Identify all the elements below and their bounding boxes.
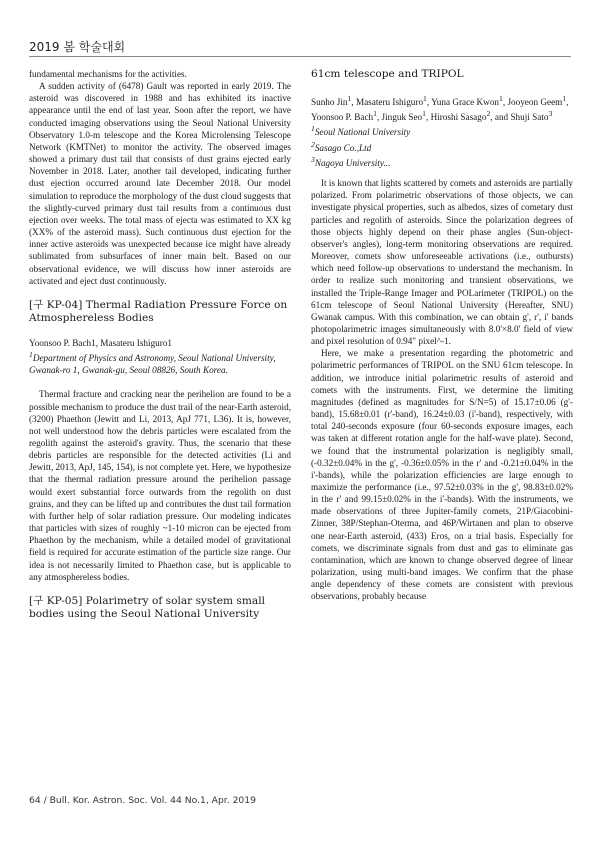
author-list: Yoonsoo P. Bach1, Masateru Ishiguro1	[29, 337, 173, 348]
paragraph: fundamental mechanisms for the activities.	[29, 69, 187, 79]
author-name: Shuji Sato	[510, 112, 549, 123]
affiliation: $^1$Department of Physics and Astronomy, Seoul National University, Gwanak-ro 1, Gwanak-gu, Seoul 08826, South Korea.	[29, 349, 276, 376]
author-name: Jinguk Seo	[381, 112, 423, 123]
abstract-title-kp05: [구 KP-05] Polarimetry of solar system small bodies using the Seoul National University	[29, 594, 265, 620]
abstract-body: Here, we make a presentation regarding the photometric and polarimetric performances of TRIPOL on the SNU 61cm telescope. In addition, we introduce initial polarimetric results of asteroid and comets with the instruments. First, we determine the limiting magnitudes (defined as magnitudes for S/N=5) of 15.17±0.06 (g'-band), 15.68±0.01 (r'-band), 16.24±0.03 (i'-band), respectively, with total 240-seconds exposure (four 60-seconds exposure images, each was taken at different rotation angle for the half-wave plate). Second, we found that the instrumental polarization is negligibly small, (-0.32±0.04% in the g', -0.36±0.05% in the r' and -0.21±0.04% in the i'-bands), while the polarization efficiencies are large enough to maximize the performance (i.e., 97.52±0.03% in the g', 98.83±0.02% in the r' and 99.15±0.02% in the i'-bands). With the instruments, we made observations of three Jupiter-family comets, 21P/Giacobini-Zinner, 38P/Stephan-Oterma, and 46P/Wirtanen and plan to observe one near-Earth asteroid, (433) Eros, on a trial basis. Especially for comets, we discriminate signals from dust and gas to eliminate gas contamination, which are known to change observed degree of linear polarization, using multi-band images. We confirm that the phase angle dependency of these comets are consistent with previous observations, probably because	[311, 348, 573, 602]
abstract-title-kp04: [구 KP-04] Thermal Radiation Pressure Force on Atmosphereless Bodies	[29, 298, 288, 324]
affiliation: $^1$Seoul National University	[311, 124, 411, 138]
author-affil-marker: 3	[548, 109, 553, 119]
author-affil-marker: 2	[486, 109, 491, 119]
author-name: Masateru Ishiguro	[355, 97, 424, 108]
author-name: Yoonsoo P. Bach	[311, 112, 374, 123]
affiliation: $^2$Sasago Co.,Ltd	[311, 139, 372, 153]
author-name: Hiroshi Sasago	[430, 112, 487, 123]
left-column	[29, 68, 291, 633]
abstract-body: Thermal fracture and cracking near the perihelion are found to be a possible mechanism to produce the dust trail of the near-Earth asteroid, (3200) Phaethon (Jewitt and Li, 2013, ApJ 771, L36). It is, however, not well understood how the debris particles were escalated from the regolith against the asteroid's gravity. Thus, the scenario that these debris particles are responsible for the detected activities (Li and Jewitt, 2013, ApJ, 145, 154), is not complete yet. Here, we hypothesize that the thermal radiation pressure around the perihelion passage would exert substantial force outwards from the regolith on dust grains, and they can be lifted up and contributes the dust tail formation with further help of solar radiation pressure. Our modeling indicates that particles with sizes of roughly ~1-10 micron can be ejected from Phaethon by the mechanism, while a detailed model of gravitational field is required for accurate estimation of the particle size range. Our idea is not necessarily limited to Phaethon case, but is applicable to any atmosphereless bodies.	[29, 389, 291, 582]
author-list: Sunho Jin$^1$, Masateru Ishiguro$^1$, Yuna Grace Kwon$^1$, Jooyeon Geem$^1$, Yoonsoo P. Bach$^1$, Jinguk Seo$^1$, Hiroshi Sasago$^2$, and Shuji Sato$^3$	[311, 94, 569, 123]
right-column	[311, 68, 573, 603]
author-affil-marker: 1	[499, 94, 503, 103]
author-affil-marker: 1	[562, 94, 567, 103]
paragraph: A sudden activity of (6478) Gault was reported in early 2019. The asteroid was discovered in 1988 and has exhibited its inactive appearance until the end of last year. Soon after the report, we have conducted imaging observations using the Seoul National University Observatory 1.0-m telescope and the Korea Microlensing Telescope Network (KMTNet) to monitor the activity. The observed images showed a primary dust tail that consists of dust grains ejected early November in 2018. Later, another tail developed, indicating further dust ejection occurred around late December 2018. Our model simulation to reproduce the morphology of the dust cloud suggests that the slightly-curved primary dust tail results from a continuous dust ejection over weeks. The total mass of ejecta was estimated to XX kg (XX% of the asteroid mass). Such continuous dust ejection for the inner active asteroids was unexpected because ice might have already sublimated from subsurfaces of inner main belt. Based on our observational evidence, we will discuss how inner asteroids are activated and eject dust continuously.	[29, 81, 291, 286]
running-header: 2019 봄 학술대회	[29, 40, 126, 54]
abstract-title-kp05-continued: 61cm telescope and TRIPOL	[311, 68, 464, 80]
author-affil-marker: 1	[422, 109, 426, 119]
abstract-body: It is known that lights scattered by comets and asteroids are partially polarized. From polarimetric observations of those objects, we can investigate physical properties, such as albedos, sizes of cometary dust particles and regolith of asteroids. Since the polarization degrees of those objects highly depend on their phase angles (Sun-object-observer's angles), long-term monitoring observations are required. Moreover, comets show unforeseeable activations (i.e., outbursts) which need follow-up observations to understand the mechanism. In order to realize such monitoring and transient observations, we installed the Triple-Range Imager and POLarimeter (TRIPOL) on the 61cm telescope of Seoul National University (Hereafter, SNU) Gwanak campus. With this combination, we can obtain g', r', i' bands photopolarimetric images simultaneously with 8.0'×8.0' field of view and pixel resolution of 0.94" pixel^-1.	[311, 178, 573, 347]
author-name: Sunho Jin	[311, 97, 348, 108]
author-affil-marker: 1	[423, 94, 427, 103]
author-affil-marker: 1	[373, 109, 377, 119]
page-footer: 64 / Bull. Kor. Astron. Soc. Vol. 44 No.1, Apr. 2019	[29, 795, 256, 806]
author-name: Jooyeon Geem	[507, 97, 563, 108]
header-divider	[29, 56, 571, 57]
affiliation: $^3$Nagoya University...	[311, 154, 391, 168]
author-affil-marker: 1	[347, 94, 352, 103]
author-name: Yuna Grace Kwon	[431, 97, 500, 108]
